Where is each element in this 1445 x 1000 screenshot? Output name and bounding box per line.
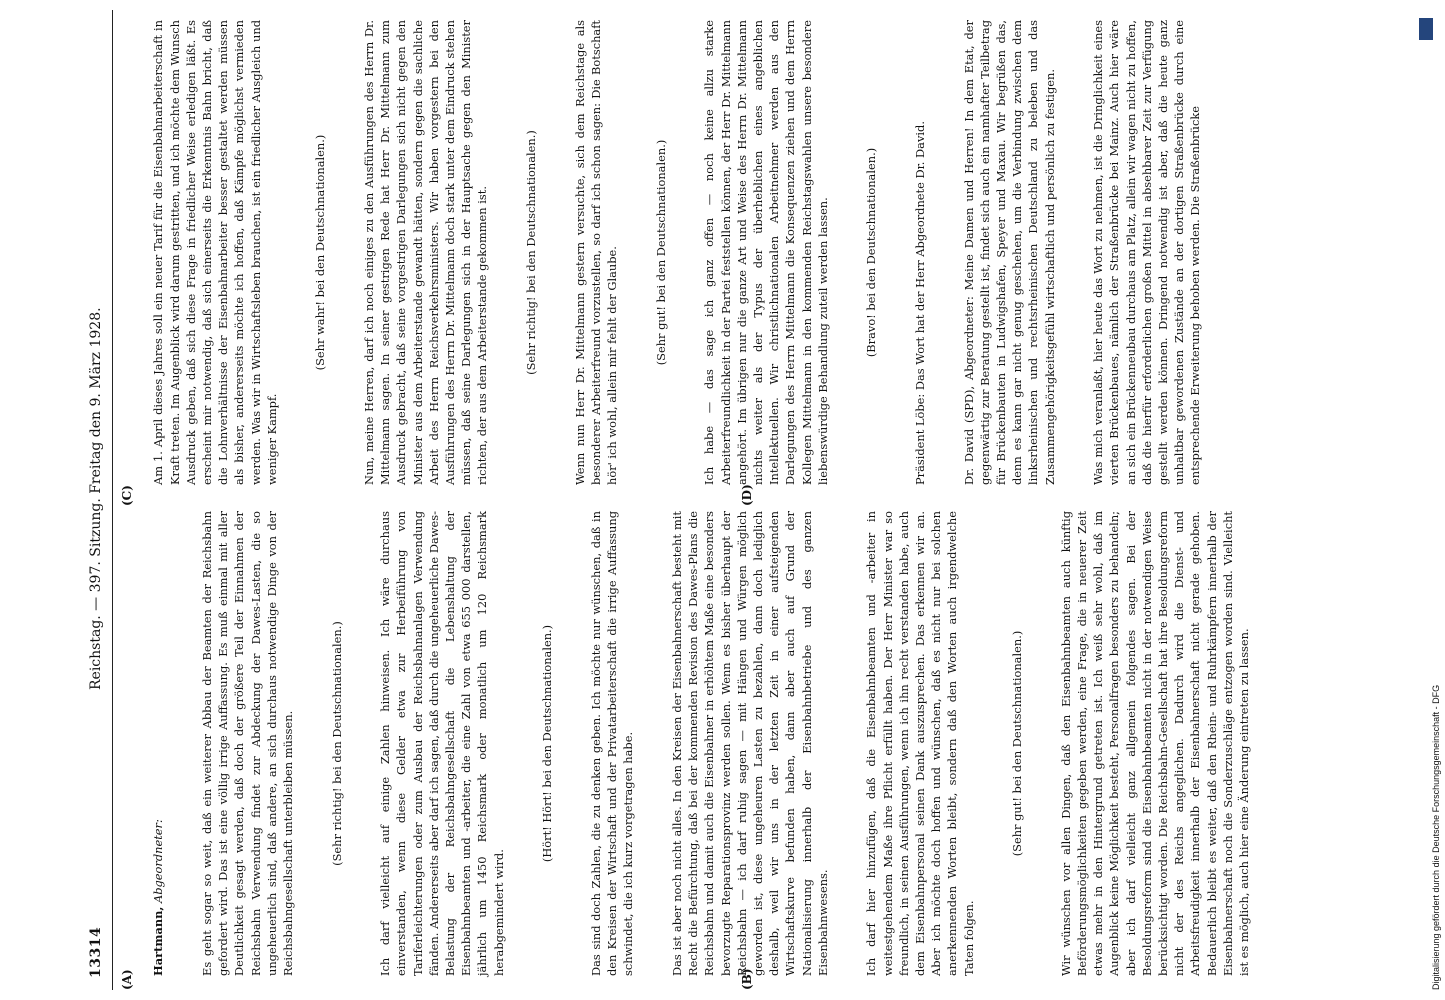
digitization-credit <box>1419 10 1441 990</box>
page-title: Reichstag. — 397. Sitzung. Freitag den 9. März 1928. <box>88 307 104 690</box>
paragraph: Dr. David (SPD), Abgeordneter: Meine Damen und Herren! In dem Etat, der gegenwärtig zur Beratung gestellt ist, findet sich auch ein namhafter Teilbetrag für Brückenbauten in Ludwigshafen, Speyer und Maxau. Wir begrüßen das, denn es kann gar nicht genug geschehen, um die Verbindung zwischen dem linksrheinischen und rechtsrheinischen Deutschland zu beleben und das Zusammengehörigkeitsgefühl wirtschaftlich und persönlich zu festigen. <box>961 16 1057 485</box>
column-left <box>118 507 1285 976</box>
margin-mark-c: (C) <box>120 485 134 506</box>
interjection: (Sehr richtig! bei den Deutschnationalen.) <box>329 621 344 866</box>
interjection: (Bravo! bei den Deutschnationalen.) <box>864 147 879 358</box>
column-right <box>118 16 1236 485</box>
speaker-name: Hartmann, <box>151 906 166 976</box>
paragraph: Nun, meine Herren, darf ich noch einiges zu den Ausführungen des Herrn Dr. Mittelmann sagen. In seiner gestrigen Rede hat Herr Dr. Mittelmann zum Ausdruck gebracht, daß seine vorgestrigen Darlegungen sich nicht gegen den Minister aus dem Arbeiterstande gewandt hätten, sondern gegen die sachliche Arbeit des Herrn Reichsverkehrsministers. Wir haben vorgestern bei den Ausführungen des Herrn Dr. Mittelmann doch stark unter dem Eindruck stehen müssen, daß seine Darlegungen sich in der Hauptsache gegen den Minister richten, der aus dem Arbeiterstande gekommen ist. <box>362 16 490 485</box>
page-header <box>80 10 113 990</box>
interjection: (Sehr richtig! bei den Deutschnationalen.) <box>524 130 539 375</box>
paragraph: Was mich veranlaßt, hier heute das Wort zu nehmen, ist die Dringlichkeit eines vierten Brückenbaues, nämlich der Straßenbrücke bei Mainz. Auch hier wäre an sich ein Brückenneubau durchaus am Platz, allein wir wagen nicht zu hoffen, daß die hierfür erforderlichen großen Mittel in absehbarer Zeit zur Verfügung gestellt werden können. Dringend notwendig ist aber, daß die heute ganz unhaltbar gewordenen Zustände an der dortigen Straßenbrücke durch eine entsprechende Erweiterung behoben werden. Die Straßenbrücke <box>1091 16 1203 485</box>
speaker-line <box>150 511 166 976</box>
paragraph: Ich darf vielleicht auf einige Zahlen hinweisen. Ich wäre durchaus einverstanden, wenn diese Gelder etwa zur Herbeiführung von Tariferleichterungen oder zum Ausbau der Reichsbahnanlagen Verwendung fänden. Andererseits aber darf ich sagen, daß durch die ungeheuerliche Dawes-Belastung der Reichsbahngesellschaft die Lebenshaltung der Eisenbahnbeamten und -arbeiter, die eine Zahl von etwa 655 000 darstellen, jährlich um 1450 Reichsmark oder monatlich um 120 Reichsmark herabgemindert wird. <box>378 507 506 976</box>
paragraph: Das ist aber noch nicht alles. In den Kreisen der Eisenbahnerschaft besteht mit Recht die Befürchtung, daß bei der kommenden Revision des Dawes-Plans die Reichsbahn und damit auch die Eisenbahner in erhöhtem Maße eine besonders bevorzugte Reparationsprovinz werden sollen. Wenn es bisher überhaupt der Reichsbahn — ich darf ruhig sagen — mit Hängen und Würgen möglich geworden ist, diese ungeheuren Lasten zu bezahlen, dann doch lediglich deshalb, weil wir uns in der letzten Zeit in einer aufsteigenden Wirtschaftskurve befunden haben, dann aber auch auf Grund der Nationalisierung innerhalb der Eisenbahnbetriebe und des ganzen Eisenbahnwesens. <box>669 507 830 976</box>
interjection: (Hört! Hört! bei den Deutschnationalen.) <box>540 624 555 863</box>
scanned-page <box>80 10 1418 990</box>
paragraph: Wenn nun Herr Dr. Mittelmann gestern versuchte, sich dem Reichstage als besonderer Arbeiterfreund vorzustellen, so darf ich schon sagen: Die Botschaft hör' ich wohl, allein mir fehlt der Glaube. <box>572 16 620 485</box>
paragraph: Ich darf hier hinzufügen, daß die Eisenbahnbeamten und -arbeiter in weitestgehendem Maße ihre Pflicht erfüllt haben. Der Herr Minister war so freundlich, in seinen Ausführungen, wenn ich ihn recht verstanden habe, auch dem Eisenbahnpersonal seinen Dank auszusprechen. Das erkennen wir an. Aber ich möchte doch hoffen und wünschen, daß es nicht nur bei solchen anerkennenden Worten bleibt, sondern daß den Worten auch irgendwelche Taten folgen. <box>864 507 976 976</box>
paragraph: Das sind doch Zahlen, die zu denken geben. Ich möchte nur wünschen, daß in den Kreisen der Wirtschaft und der Privatarbeiterschaft die irrige Auffassung schwindet, die ich kurz vorgetragen habe. <box>588 507 636 976</box>
rotated-content <box>80 10 1418 990</box>
interjection: (Sehr gut! bei den Deutschnationalen.) <box>1010 630 1025 857</box>
margin-mark-b: (B) <box>740 968 754 990</box>
margin-mark-a: (A) <box>120 969 134 990</box>
page-number: 13314 <box>88 926 104 978</box>
interjection: (Sehr wahr! bei den Deutschnationalen.) <box>313 134 328 371</box>
paragraph: Präsident Löbe: Das Wort hat der Herr Abgeordnete Dr. David. <box>912 121 927 485</box>
credit-text: Digitalisierung gefördert durch die Deutsche Forschungsgemeinschaft - DFG <box>1431 684 1441 990</box>
paragraph: Es geht sogar so weit, daß ein weiterer Abbau der Beamten der Reichsbahn gefordert wird. Das ist eine völlig irrige Auffassung. Es muß einmal mit aller Deutlichkeit gesagt werden, daß doch der größere Teil der Einnahmen der Reichsbahn Verwendung findet zur Abdeckung der Dawes-Lasten, die so ungeheuerlich sind, daß andere, an sich durchaus notwendige Dinge von der Reichsbahngesellschaft unterbleiben müssen. <box>200 507 296 976</box>
interjection: (Sehr gut! bei den Deutschnationalen.) <box>653 139 668 366</box>
speaker-role: Abgeordneter: <box>151 819 166 903</box>
paragraph: Wir wünschen vor allen Dingen, daß den Eisenbahnbeamten auch künftig Beförderungsmöglichkeiten gegeben werden, eine Frage, die in neuerer Zeit etwas mehr in den Hintergrund getreten ist. Ich weiß sehr wohl, daß im Augenblick keine Möglichkeit besteht, Personalfragen besonders zu behandeln; aber ich darf vielleicht ganz allgemein folgendes sagen. Bei der Besoldungsreform sind die Eisenbahnbeamten nicht in der notwendigen Weise berücksichtigt worden. Die Reichsbahn-Gesellschaft hat ihre Besoldungsreform nicht der des Reichs angeglichen. Dadurch wird die Dienst- und Arbeitsfreudigkeit innerhalb der Eisenbahnerschaft nicht gerade gehoben. Bedauerlich bleibt es weiter, daß den Rhein- und Ruhrkämpfern innerhalb der Eisenbahnerschaft noch die Sonderzuschläge entzogen worden sind. Vielleicht ist es möglich, auch hier eine Änderung eintreten zu lassen. <box>1058 507 1252 976</box>
paragraph: Ich habe — das sage ich ganz offen — noch keine allzu starke Arbeiterfreundlichkeit in der Partei feststellen können, der Herr Dr. Mittelmann angehört. Im übrigen nur die ganze Art und Weise des Herrn Dr. Mittelmann nichts weiter als der Typus der überheblichen eines angeblichen Intellektuellen. Wir christlichnationalen Arbeitnehmer werden aus den Darlegungen des Herrn Mittelmann die Konsequenzen ziehen und dem Herrn Kollegen Mittelmann in den kommenden Reichstagswahlen unsere besondere liebenswürdige Behandlung zuteil werden lassen. <box>702 16 830 485</box>
paragraph: Am 1. April dieses Jahres soll ein neuer Tarif für die Eisenbahnarbeiterschaft in Kraft treten. Im Augenblick wird darum gestritten, und ich möchte dem Wunsch Ausdruck geben, daß sich diese Frage in friedlicher Weise erledigen läßt. Es erscheint mir notwendig, daß sich einerseits die Erkenntnis Bahn bricht, daß die Lohnverhältnisse der Eisenbahnarbeiter besser gestaltet werden müssen als bisher, andererseits möchte ich hoffen, daß Kämpfe möglichst vermieden werden. Was wir in Wirtschaftsleben brauchen, ist ein friedlicher Ausgleich und weniger Kampf. <box>151 16 279 485</box>
margin-mark-d: (D) <box>740 484 754 506</box>
